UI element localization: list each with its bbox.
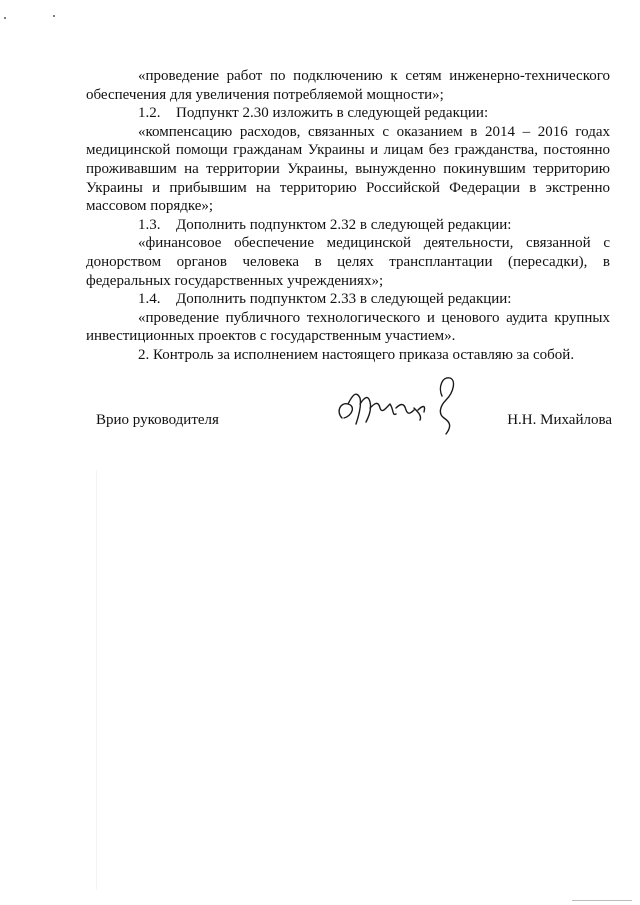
item-text: Дополнить подпунктом 2.33 в следующей редакции: — [176, 291, 512, 308]
paragraph-2: «компенсацию расходов, связанных с оказанием в 2014 – 2016 годах медицинской помощи гражданам Украины и лицам без гражданства, постоянно проживавшим на территории Украины, вынужденно покинувшим территорию Украины и прибывшим на территорию Российской Федерации в экстренно массовом порядке»; — [86, 123, 610, 215]
scan-speck — [53, 15, 55, 17]
signer-name: Н.Н. Михайлова — [507, 412, 612, 428]
document-body — [86, 67, 610, 365]
handwritten-signature — [334, 368, 474, 440]
item-1-4 — [86, 290, 610, 309]
item-number: 1.3. — [138, 216, 161, 233]
item-number: 1.4. — [138, 291, 161, 308]
scan-speck — [4, 17, 6, 19]
signature-block — [96, 368, 612, 448]
scan-artifact-line — [96, 470, 97, 890]
item-text: Подпункт 2.30 изложить в следующей редакции: — [176, 105, 489, 122]
item-text: Дополнить подпунктом 2.32 в следующей редакции: — [176, 216, 512, 233]
item-number: 1.2. — [138, 105, 161, 122]
scan-specks — [0, 13, 80, 23]
paragraph-4: «проведение публичного технологического и ценового аудита крупных инвестиционных проектов с государственным участием». — [86, 309, 610, 345]
paragraph-5: 2. Контроль за исполнением настоящего приказа оставляю за собой. — [138, 346, 575, 363]
item-1-3 — [86, 216, 610, 235]
item-1-2 — [86, 104, 610, 123]
signer-position: Врио руководителя — [96, 412, 219, 428]
paragraph-1: «проведение работ по подключению к сетям инженерно-технического обеспечения для увеличения потребляемой мощности»; — [86, 68, 610, 103]
paragraph-3: «финансовое обеспечение медицинской деятельности, связанной с донорством органов человека в целях трансплантации (пересадки), в федеральных государственных учреждениях»; — [86, 235, 610, 289]
scan-artifact-edge — [572, 900, 632, 901]
